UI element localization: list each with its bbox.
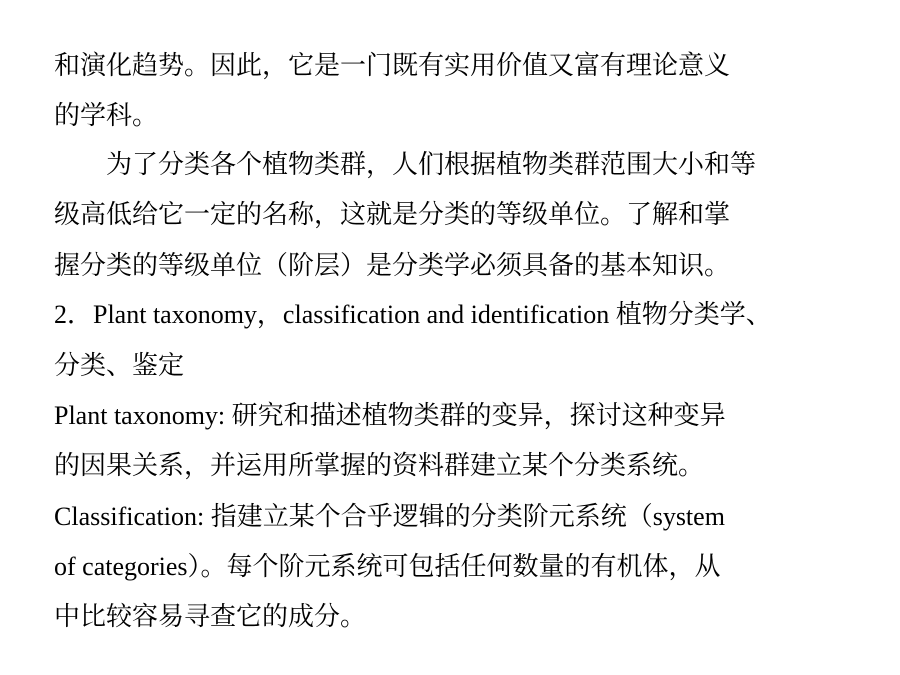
paragraph-line-2: 的学科。 — [54, 101, 159, 130]
definition-classification-line-2: of categories）。每个阶元系统可包括任何数量的有机体，从 — [54, 552, 721, 581]
definition-taxonomy-line-2: 的因果关系，并运用所掌握的资料群建立某个分类系统。 — [54, 451, 705, 480]
paragraph-line-4: 级高低给它一定的名称，这就是分类的等级单位。了解和掌 — [54, 200, 731, 229]
section-heading-line-1: 2．Plant taxonomy，classification and identification 植物分类学、 — [54, 300, 772, 329]
section-heading-line-2: 分类、鉴定 — [54, 351, 185, 380]
definition-classification-line-3: 中比较容易寻查它的成分。 — [54, 602, 367, 631]
definition-taxonomy-line-1: Plant taxonomy: 研究和描述植物类群的变异，探讨这种变异 — [54, 401, 726, 430]
paragraph-line-3: 为了分类各个植物类群，人们根据植物类群范围大小和等 — [106, 150, 757, 179]
definition-classification-line-1: Classification: 指建立某个合乎逻辑的分类阶元系统（system — [54, 502, 725, 531]
paragraph-line-1: 和演化趋势。因此，它是一门既有实用价值又富有理论意义 — [54, 51, 731, 80]
paragraph-line-5: 握分类的等级单位（阶层）是分类学必须具备的基本知识。 — [54, 251, 731, 280]
